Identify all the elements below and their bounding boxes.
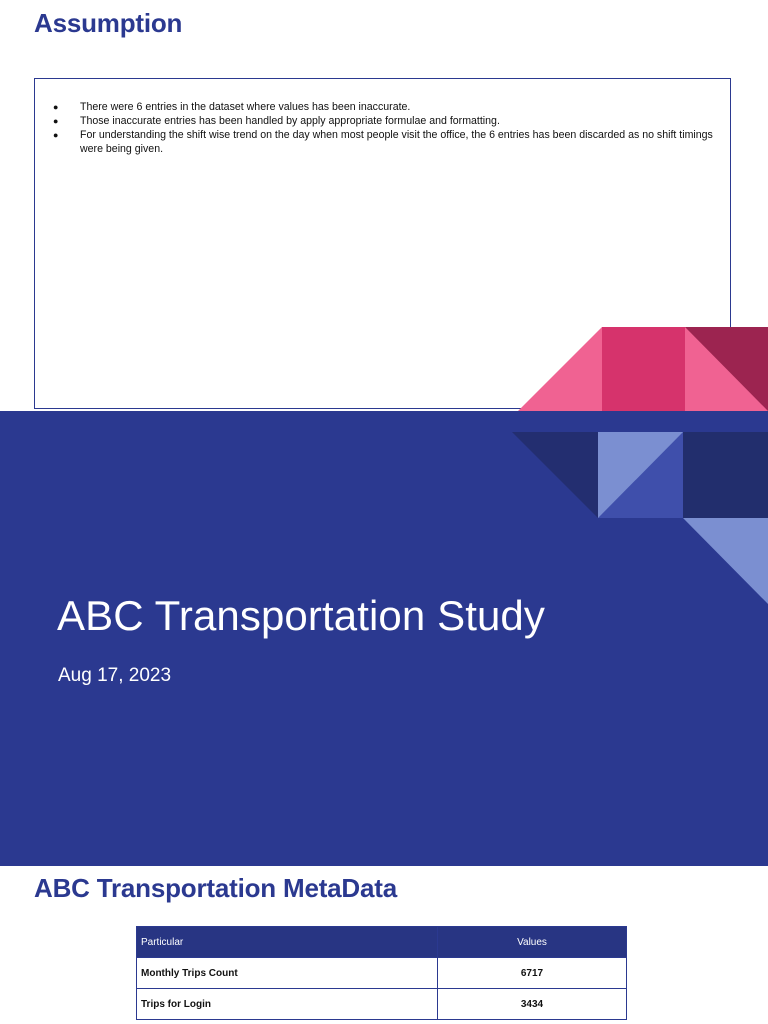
presentation-title: ABC Transportation Study — [57, 592, 545, 639]
pink-triangle-shape — [518, 327, 602, 411]
geometric-decoration-bottom — [510, 432, 768, 604]
assumption-bullet-list — [51, 100, 721, 156]
metadata-heading: ABC Transportation MetaData — [34, 873, 397, 903]
column-header-particular: Particular — [137, 927, 438, 958]
dark-navy-square-shape — [683, 432, 768, 518]
presentation-date: Aug 17, 2023 — [58, 665, 172, 686]
magenta-square-shape — [602, 327, 685, 411]
bullet-item: ● Those inaccurate entries has been handled by apply appropriate formulae and formatting. — [51, 114, 721, 128]
table-cell-value: 3434 — [438, 989, 627, 1020]
metadata-slide — [0, 866, 768, 1024]
assumption-heading: Assumption — [34, 8, 183, 38]
bullet-item: ● For understanding the shift wise trend on the day when most people visit the office, the 6 entries has been discarded as no shift timings were being given. — [51, 128, 721, 156]
column-header-values: Values — [438, 927, 627, 958]
title-slide — [0, 411, 768, 866]
geometric-decoration-top — [518, 327, 768, 411]
assumption-slide — [0, 0, 768, 411]
table-row — [137, 989, 627, 1020]
light-blue-corner-triangle-shape — [683, 518, 768, 604]
table-header-row — [137, 927, 627, 958]
metadata-table — [136, 926, 627, 1020]
table-cell-particular: Monthly Trips Count — [137, 958, 438, 989]
table-cell-value: 6717 — [438, 958, 627, 989]
table-cell-particular: Trips for Login — [137, 989, 438, 1020]
table-row — [137, 958, 627, 989]
dark-navy-triangle-shape — [512, 432, 598, 518]
bullet-item: ● There were 6 entries in the dataset where values has been inaccurate. — [51, 100, 721, 114]
